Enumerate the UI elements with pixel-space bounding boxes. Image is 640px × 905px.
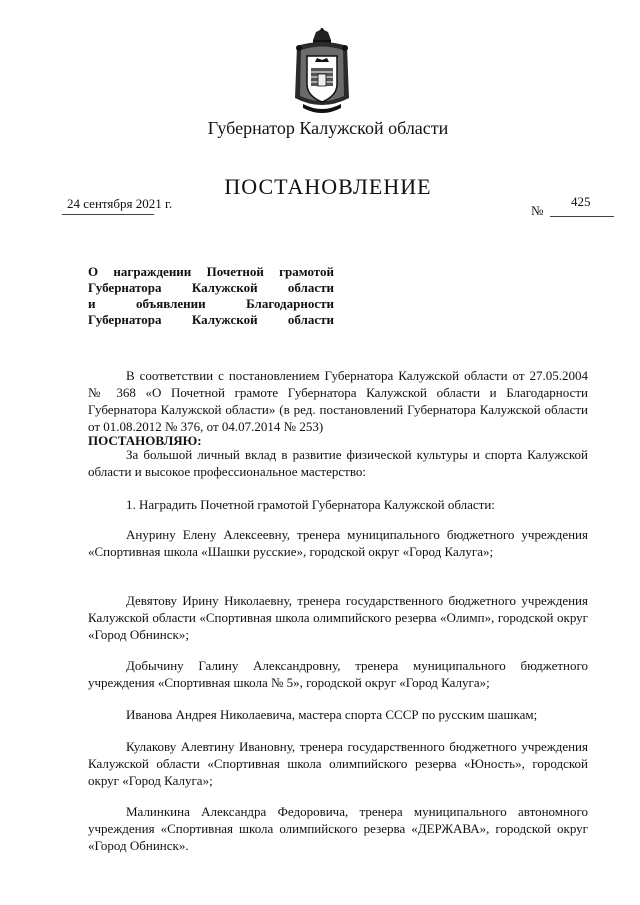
number-label: № [531,203,544,218]
awardee-paragraph: Добычину Галину Александровну, тренера муниципального бюджетного учреждения «Спортивная школа № 5», городской округ «Город Калуга»; [88,658,588,690]
subject-word: Губернатора [88,280,162,295]
issuer-title: Губернатор Калужской области [207,118,449,138]
document-subject [88,264,334,328]
subject-line [88,296,334,312]
subject-word: Калужской [191,280,258,295]
date-underline [62,214,154,215]
subject-line: О награждении Почетной грамотой [88,264,334,279]
number-underline [550,216,614,217]
awardee-paragraph: Кулакову Алевтину Ивановну, тренера государственного бюджетного учреждения Калужской области «Спортивная школа олимпийского резерва «Юность», городской округ «Город Калуга»; [88,739,588,788]
subject-word: и [88,296,96,311]
document-number: 425 [571,194,591,209]
subject-word: области [287,280,334,295]
subject-word: объявлении [135,296,206,311]
subject-line [88,280,334,296]
awardee-paragraph: Малинкина Александра Федоровича, тренера муниципального автономного учреждения «Спортивная школа олимпийского резерва «ДЕРЖАВА», городской округ «Город Обнинск». [88,804,588,853]
awardee-paragraph: Анурину Елену Алексеевну, тренера муниципального бюджетного учреждения «Спортивная школа «Шашки русские», городской округ «Город Калуга»; [88,527,588,559]
document-date: 24 сентября 2021 г. [67,196,173,211]
coat-of-arms-icon [291,28,353,116]
awardee-paragraph: Иванова Андрея Николаевича, мастера спорта СССР по русским шашкам; [126,707,538,722]
reason-paragraph: За большой личный вклад в развитие физической культуры и спорта Калужской области и высокое профессиональное мастерство: [88,447,588,479]
awardee-paragraph: Девятову Ирину Николаевну, тренера государственного бюджетного учреждения Калужской области «Спортивная школа олимпийского резерва «Олимп», городской округ «Город Обнинск»; [88,593,588,642]
preamble-paragraph: В соответствии с постановлением Губернатора Калужской области от 27.05.2004 № 368 «О Почетной грамоте Губернатора Калужской области и Благодарности Губернатора Калужской области» (в ред. постановлений Губернатора Калужской области от 01.08.2012 № 376, от 04.07.2014 № 253) [88,368,588,434]
subject-line: Губернатора Калужской области [88,312,334,327]
decree-word: ПОСТАНОВЛЯЮ: [88,433,202,448]
subject-word: Благодарности [246,296,334,311]
item-1-heading: 1. Наградить Почетной грамотой Губернатора Калужской области: [126,497,495,512]
document-type: ПОСТАНОВЛЕНИЕ [224,174,432,199]
